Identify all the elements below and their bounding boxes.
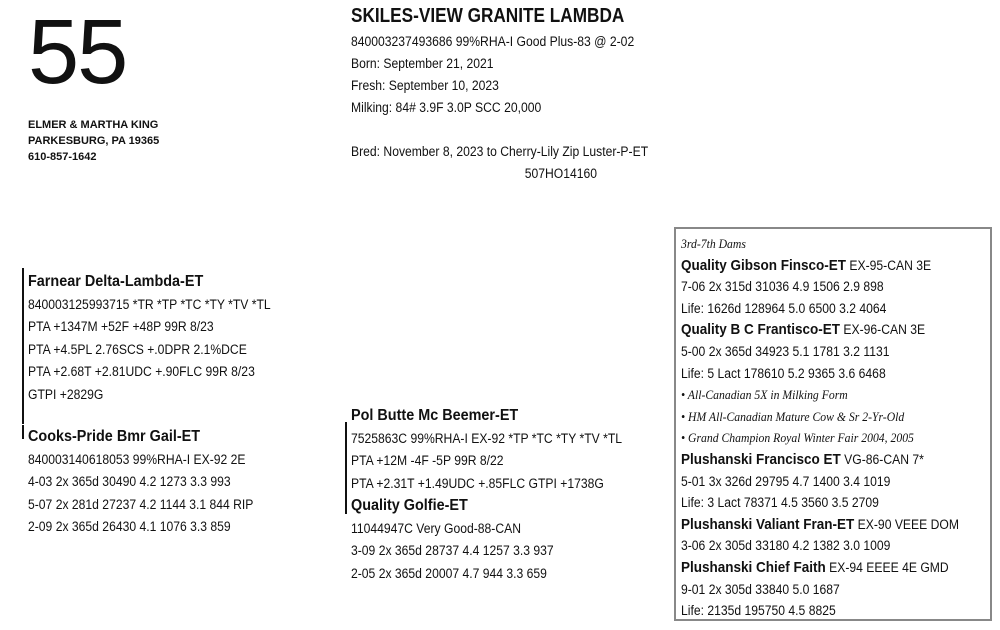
consignor-city: PARKESBURG, PA 19365 (28, 135, 160, 147)
dam4-line: Life: 5 Lact 178610 5.2 9365 3.6 6468 (681, 365, 886, 381)
dam-block (28, 426, 253, 539)
sire-line: 840003125993715 *TR *TP *TC *TY *TV *TL (28, 296, 271, 312)
dam-line: 2-09 2x 365d 26430 4.1 1076 3.3 859 (28, 519, 231, 534)
sire-line: PTA +4.5PL 2.76SCS +.0DPR 2.1%DCE (28, 341, 247, 357)
dam3-name: Quality Gibson Finsco-ET (681, 256, 847, 274)
pedigree-bracket-maternal-sire (345, 422, 347, 514)
dam6-line: 3-06 2x 305d 33180 4.2 1382 3.0 1009 (681, 538, 891, 554)
maternal-sire-name: Pol Butte Mc Beemer-ET (351, 407, 519, 424)
dam7-score: EX-94 EEEE 4E GMD (825, 559, 949, 575)
dam5-name: Plushanski Francisco ET (681, 450, 841, 468)
dam5-line: Life: 3 Lact 78371 4.5 3560 3.5 2709 (681, 495, 879, 511)
dams-list (681, 233, 959, 622)
dam5-header (681, 449, 959, 471)
dam4-header (681, 319, 959, 341)
consignor-name: ELMER & MARTHA KING (28, 119, 159, 131)
dam6-header (681, 514, 959, 536)
animal-info (351, 31, 648, 185)
animal-milking: Milking: 84# 3.9F 3.0P SCC 20,000 (351, 100, 542, 115)
sire-line: GTPI +2829G (28, 386, 104, 402)
maternal-sire-line: 7525863C 99%RHA-I EX-92 *TP *TC *TY *TV *TL (351, 430, 623, 446)
sire-line: PTA +1347M +52F +48P 99R 8/23 (28, 319, 214, 334)
dam7-line: 9-01 2x 305d 33840 5.0 1687 (681, 581, 840, 597)
spacer (351, 119, 648, 141)
dam-line: 4-03 2x 365d 30490 4.2 1273 3.3 993 (28, 474, 231, 489)
consignor-phone: 610-857-1642 (28, 151, 97, 163)
second-dam-line: 3-09 2x 365d 28737 4.4 1257 3.3 937 (351, 543, 554, 558)
dams-heading: 3rd-7th Dams (681, 236, 746, 251)
dam4-name: Quality B C Frantisco-ET (681, 321, 841, 339)
dam5-line: 5-01 3x 326d 29795 4.7 1400 3.4 1019 (681, 473, 891, 489)
dam5-score: VG-86-CAN 7* (840, 451, 924, 467)
maternal-sire-block (351, 405, 622, 585)
second-dam-line: 11044947C Very Good-88-CAN (351, 520, 521, 536)
pedigree-bracket-dam (22, 425, 24, 439)
animal-bred-naab: 507HO14160 (524, 166, 597, 181)
dam-line: 5-07 2x 281d 27237 4.2 1144 3.1 844 RIP (28, 496, 254, 512)
second-dam-name: Quality Golfie-ET (351, 497, 468, 514)
dam3-header (681, 255, 959, 277)
dam3-score: EX-95-CAN 3E (846, 257, 932, 273)
dam7-header (681, 557, 959, 579)
maternal-sire-line: PTA +12M -4F -5P 99R 8/22 (351, 453, 504, 468)
sire-line: PTA +2.68T +2.81UDC +.90FLC 99R 8/23 (28, 364, 255, 379)
second-dam-line: 2-05 2x 365d 20007 4.7 944 3.3 659 (351, 565, 547, 581)
dam3-line: 7-06 2x 315d 31036 4.9 1506 2.9 898 (681, 279, 884, 295)
pedigree-bracket-sire (22, 268, 24, 424)
sire-name: Farnear Delta-Lambda-ET (28, 273, 204, 290)
dam4-honor: • HM All-Canadian Mature Cow & Sr 2-Yr-Old (681, 408, 905, 424)
dam4-honor: • Grand Champion Royal Winter Fair 2004, 2005 (681, 430, 914, 446)
dam4-score: EX-96-CAN 3E (840, 322, 926, 338)
dam7-name: Plushanski Chief Faith (681, 558, 826, 576)
animal-id-line: 840003237493686 99%RHA-I Good Plus-83 @ 2-02 (351, 34, 635, 49)
dam6-score: EX-90 VEEE DOM (854, 516, 959, 532)
consignor-info (28, 117, 159, 165)
maternal-sire-line: PTA +2.31T +1.49UDC +.85FLC GTPI +1738G (351, 475, 604, 491)
animal-name: SKILES-VIEW GRANITE LAMBDA (351, 5, 625, 27)
sire-block (28, 271, 271, 406)
animal-bred: Bred: November 8, 2023 to Cherry-Lily Zip Luster-P-ET (351, 144, 649, 159)
dam4-line: 5-00 2x 365d 34923 5.1 1781 3.2 1131 (681, 343, 890, 359)
animal-born: Born: September 21, 2021 (351, 56, 494, 71)
dam3-line: Life: 1626d 128964 5.0 6500 3.2 4064 (681, 300, 887, 316)
dam6-name: Plushanski Valiant Fran-ET (681, 515, 855, 533)
animal-fresh: Fresh: September 10, 2023 (351, 78, 499, 93)
dam7-line: Life: 2135d 195750 4.5 8825 (681, 603, 836, 619)
lot-number: 55 (28, 1, 127, 103)
dam4-honor: • All-Canadian 5X in Milking Form (681, 387, 848, 403)
dam-line: 840003140618053 99%RHA-I EX-92 2E (28, 451, 246, 467)
dam-name: Cooks-Pride Bmr Gail-ET (28, 428, 201, 445)
